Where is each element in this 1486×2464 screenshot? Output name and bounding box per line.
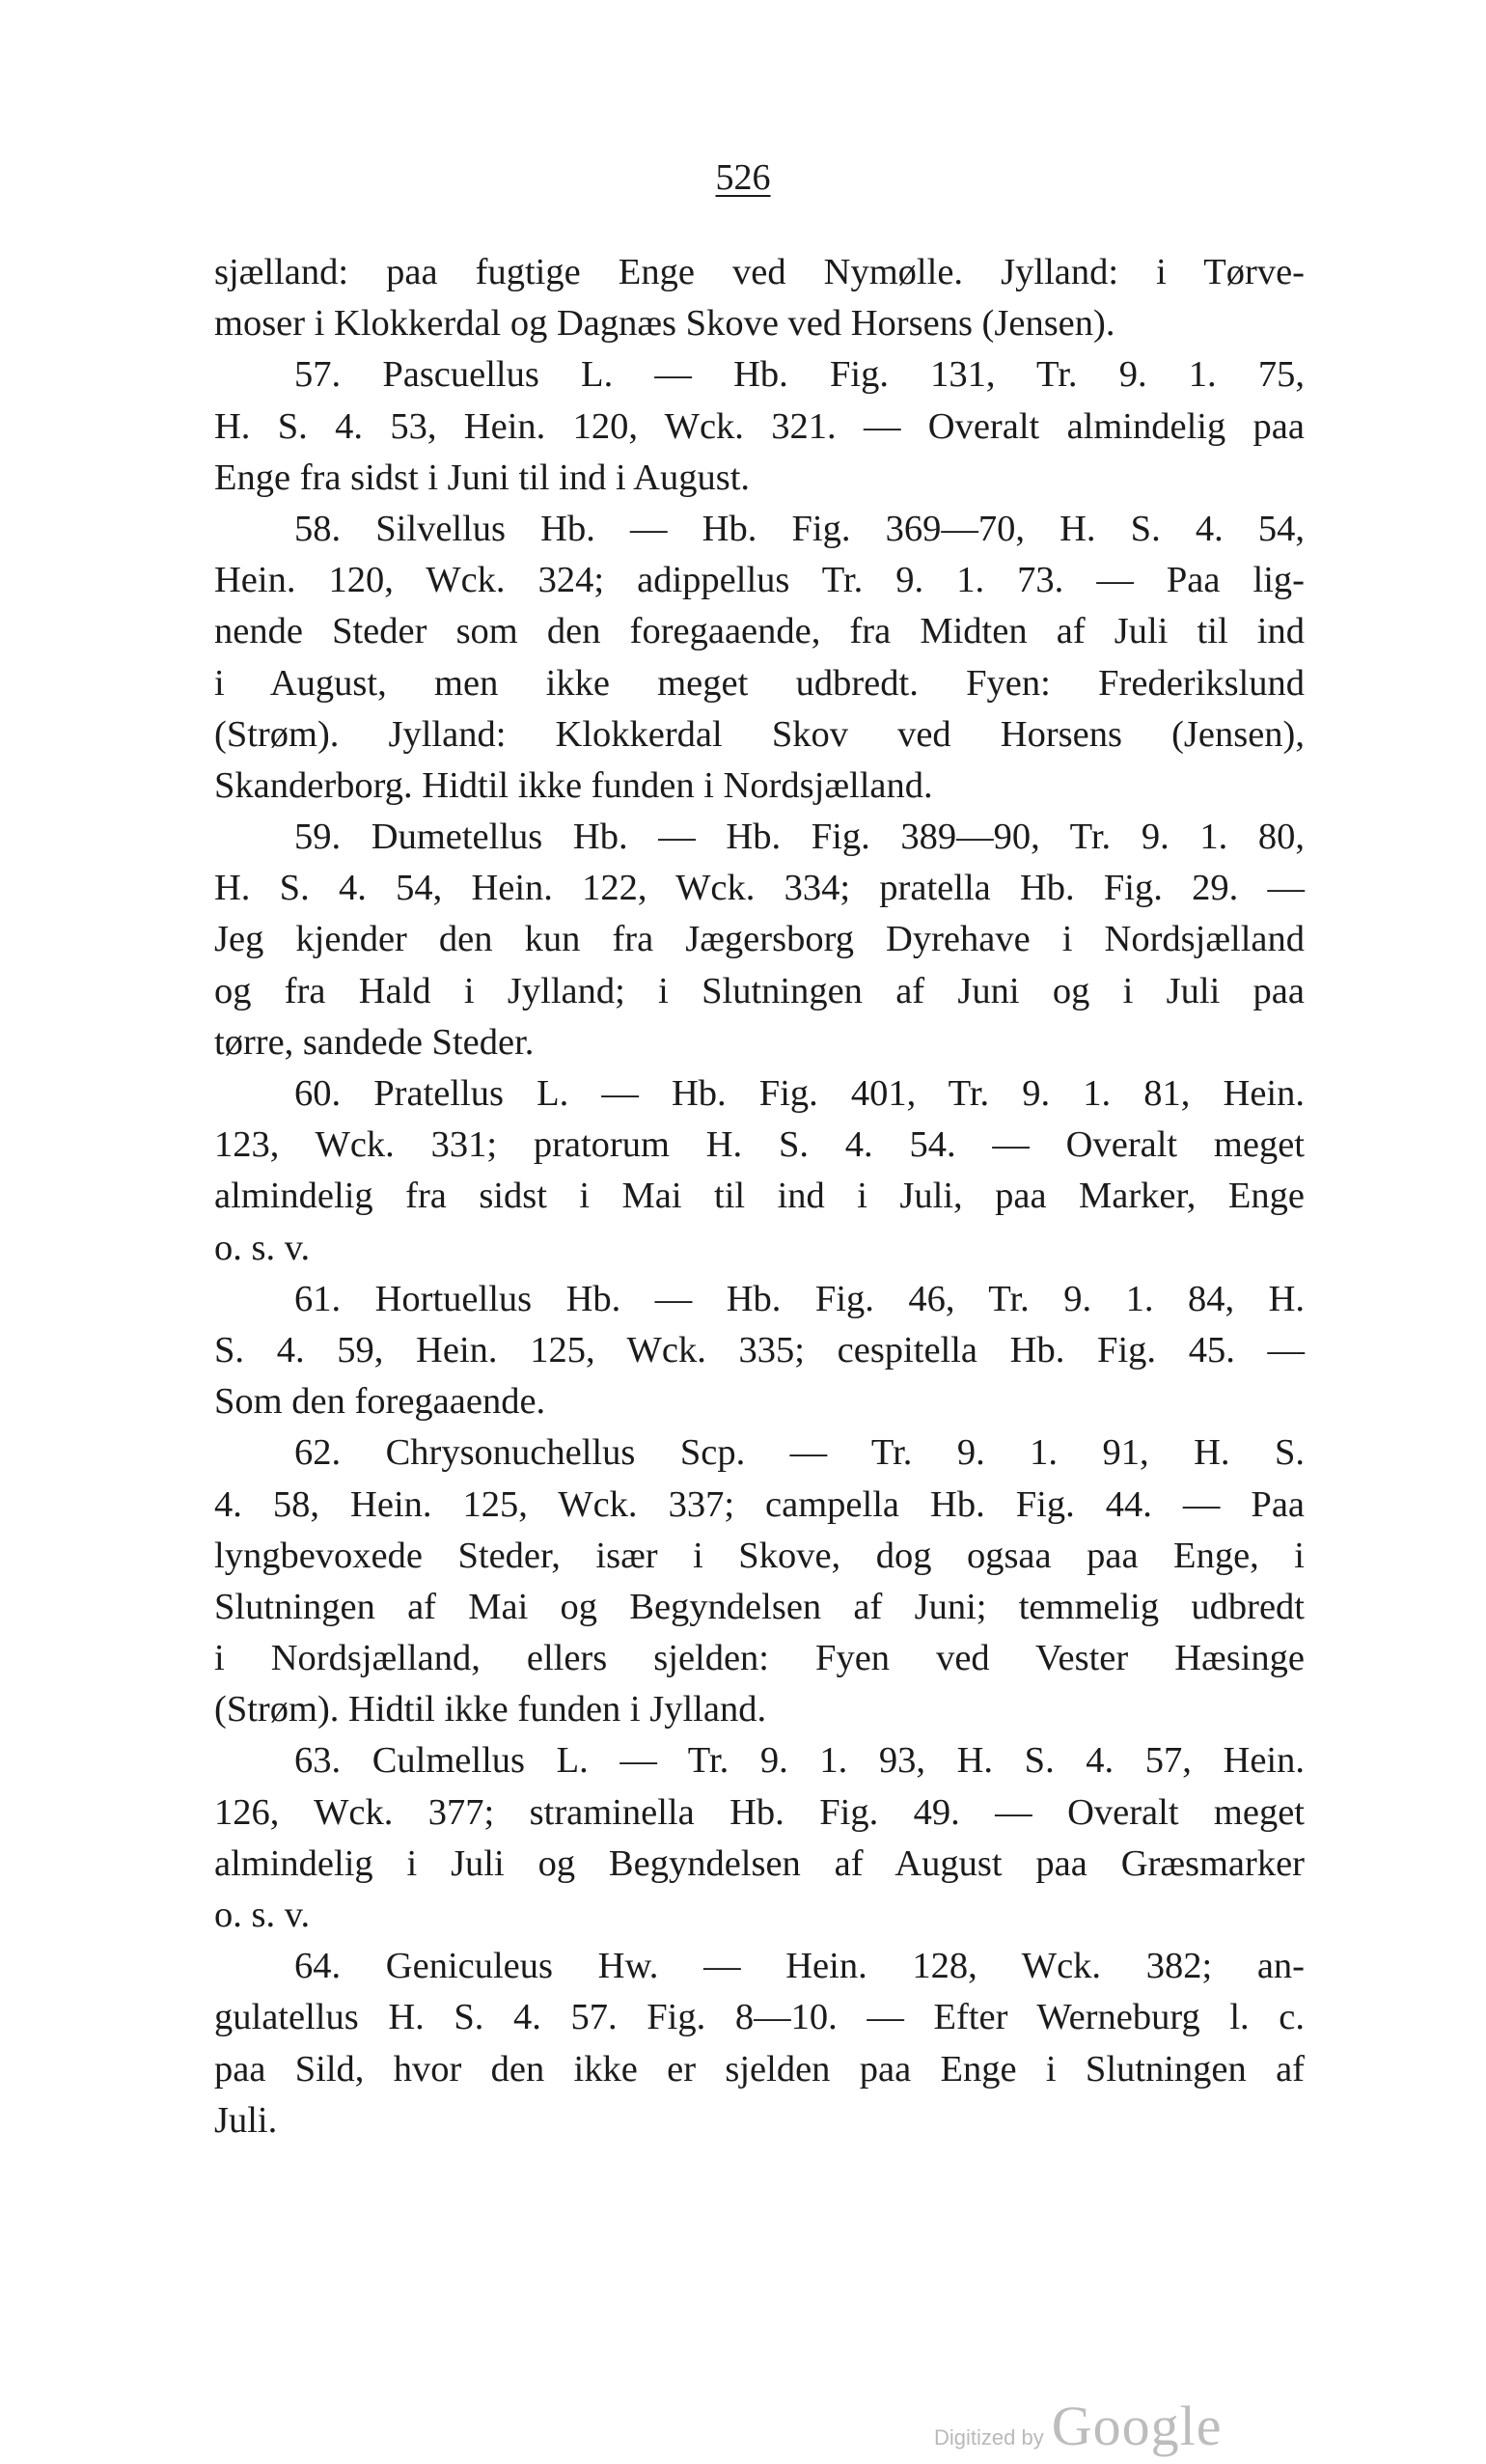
text-line: 58. Silvellus Hb. — Hb. Fig. 369—70, H. S. 4. 54, — [294, 508, 1305, 549]
text-line: tørre, sandede Steder. — [214, 1021, 535, 1063]
text-line: 60. Pratellus L. — Hb. Fig. 401, Tr. 9. 1. 81, Hein. — [294, 1073, 1305, 1114]
text-line: 62. Chrysonuchellus Scp. — Tr. 9. 1. 91, H. S. — [294, 1432, 1305, 1474]
text-line: 4. 58, Hein. 125, Wck. 337; campella Hb. Fig. 44. — Paa — [214, 1483, 1305, 1525]
text-line: Jeg kjender den kun fra Jægersborg Dyrehave i Nordsjælland — [214, 919, 1305, 960]
text-line: 63. Culmellus L. — Tr. 9. 1. 93, H. S. 4. 57, Hein. — [294, 1740, 1305, 1782]
text-line: i August, men ikke meget udbredt. Fyen: Frederikslund — [214, 662, 1305, 704]
watermark-prefix: Digitized by — [934, 2425, 1044, 2450]
text-line: Skanderborg. Hidtil ikke funden i Nordsjælland. — [214, 764, 933, 806]
text-line: 126, Wck. 377; straminella Hb. Fig. 49. — Overalt meget — [214, 1791, 1305, 1833]
text-line: o. s. v. — [214, 1895, 311, 1935]
text-line: moser i Klokkerdal og Dagnæs Skove ved Horsens (Jensen). — [214, 303, 1115, 345]
text-line: almindelig fra sidst i Mai til ind i Juli, paa Marker, Enge — [214, 1176, 1305, 1217]
text-line: 57. Pascuellus L. — Hb. Fig. 131, Tr. 9. 1. 75, — [294, 354, 1305, 396]
text-line: 123, Wck. 331; pratorum H. S. 4. 54. — Overalt meget — [214, 1124, 1305, 1166]
digitization-watermark — [934, 2394, 1223, 2457]
text-line: 64. Geniculeus Hw. — Hein. 128, Wck. 382; an- — [294, 1946, 1305, 1987]
text-line: H. S. 4. 53, Hein. 120, Wck. 321. — Overalt almindelig paa — [214, 405, 1305, 447]
text-line: og fra Hald i Jylland; i Slutningen af Juni og i Juli paa — [214, 970, 1305, 1011]
text-line: Hein. 120, Wck. 324; adippellus Tr. 9. 1. 73. — Paa lig- — [214, 560, 1305, 601]
text-line: 61. Hortuellus Hb. — Hb. Fig. 46, Tr. 9. 1. 84, H. — [294, 1278, 1305, 1319]
text-line: Enge fra sidst i Juni til ind i August. — [214, 457, 751, 498]
text-line: sjælland: paa fugtige Enge ved Nymølle. Jylland: i Tørve- — [214, 252, 1305, 292]
text-line: lyngbevoxede Steder, især i Skove, dog ogsaa paa Enge, i — [214, 1535, 1305, 1576]
page-number: 526 — [715, 157, 771, 198]
text-body — [214, 247, 1305, 2146]
text-line: (Strøm). Hidtil ikke funden i Jylland. — [214, 1689, 767, 1730]
text-line: paa Sild, hvor den ikke er sjelden paa Enge i Slutningen af — [214, 2048, 1305, 2090]
text-line: o. s. v. — [214, 1227, 311, 1268]
text-line: i Nordsjælland, ellers sjelden: Fyen ved Vester Hæsinge — [214, 1638, 1305, 1679]
watermark-brand: Google — [1051, 2395, 1223, 2457]
text-line: Juli. — [214, 2099, 278, 2141]
text-line: 59. Dumetellus Hb. — Hb. Fig. 389—90, Tr. 9. 1. 80, — [294, 817, 1305, 858]
text-line: S. 4. 59, Hein. 125, Wck. 335; cespitella Hb. Fig. 45. — — [214, 1329, 1305, 1370]
text-line: nende Steder som den foregaaende, fra Midten af Juli til ind — [214, 611, 1305, 652]
text-line: almindelig i Juli og Begyndelsen af August paa Græsmarker — [214, 1842, 1305, 1884]
text-line: Slutningen af Mai og Begyndelsen af Juni; temmelig udbredt — [214, 1586, 1305, 1627]
text-line: H. S. 4. 54, Hein. 122, Wck. 334; pratella Hb. Fig. 29. — — [214, 868, 1305, 909]
text-line: gulatellus H. S. 4. 57. Fig. 8—10. — Efter Werneburg l. c. — [214, 1997, 1305, 2038]
text-line: Som den foregaaende. — [214, 1381, 546, 1423]
text-line: (Strøm). Jylland: Klokkerdal Skov ved Horsens (Jensen), — [214, 713, 1305, 755]
